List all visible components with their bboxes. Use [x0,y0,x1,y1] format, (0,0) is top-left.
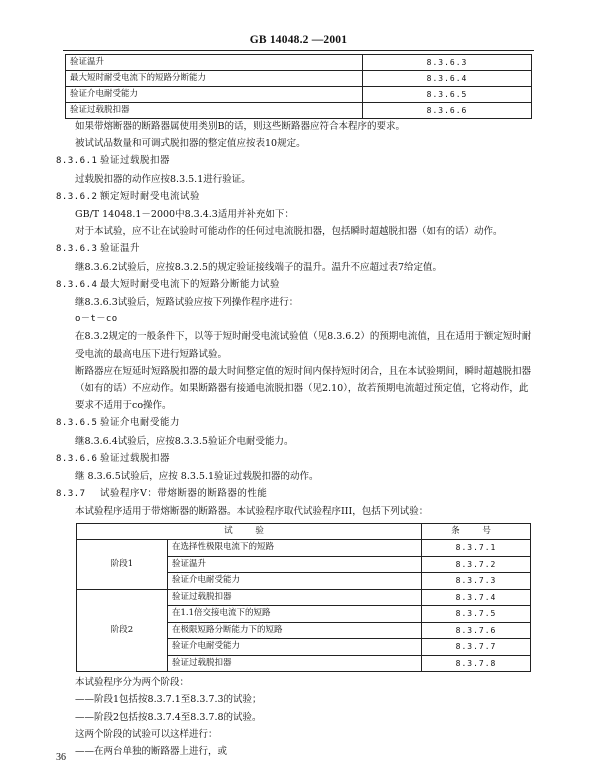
paragraph: 本试验程序适用于带熔断器的断路器。本试验程序取代试验程序III，包括下列试验： [75,506,429,518]
table-header-row [77,523,531,540]
column-header-test: 试 验 [77,523,422,540]
paragraph: 断路器应在短延时短路脱扣器的最大时间整定值的短时间内保持短时闭合，且在本试验期间，瞬时超越脱扣器（如有的话）不应动作。如果断路器有接通电流脱扣器（见2.10），故若预期电流超过预定值，它将动作，此要求不适用于co操作。 [75,365,532,412]
clause-number: 8.3.6.3 [56,244,98,255]
table-row [66,87,532,103]
table-row [77,589,531,606]
paragraph: 继8.3.6.2试验后，应按8.3.2.5的规定验证接线端子的温升。温升不应超过表7给定值。 [75,261,443,273]
clause-heading [56,240,537,258]
test-cell: 在1.1倍交接电流下的短路 [168,606,422,623]
table-row [66,71,532,87]
clause-cell: 8.3.6.3 [363,55,532,71]
document-body [56,118,537,760]
clause-title: 额定短时耐受电流试验 [100,190,201,202]
clause-cell: 8.3.6.4 [363,71,532,87]
test-cell: 验证介电耐受能力 [66,87,363,103]
test-sequence-table [76,523,531,673]
clause-cell: 8.3.7.6 [422,622,531,639]
clause-title: 验证过载脱扣器 [100,452,171,464]
table-row [66,55,532,71]
clause-heading [56,450,537,468]
test-cell: 最大短时耐受电流下的短路分断能力 [66,71,363,87]
paragraph: 本试验程序分为两个阶段： [75,677,190,689]
test-cell: 验证过载脱扣器 [168,655,422,672]
stage-2-cell: 阶段2 [77,589,168,672]
clause-cell: 8.3.7.4 [422,589,531,606]
paragraph: 在8.3.2规定的一般条件下，以等于短时耐受电流试验值（见8.3.6.2）的预期电流值，且在适用于额定短时耐受电流的最高电压下进行短路试验。 [75,331,532,360]
test-cell: 验证温升 [66,55,363,71]
clause-title: 验证过载脱扣器 [100,155,171,167]
clause-number: 8.3.6.5 [56,418,98,429]
test-cell: 验证介电耐受能力 [168,573,422,590]
paragraph: GB/T 14048.1－2000中8.3.4.3适用并补充如下： [75,209,294,221]
clause-number: 8.3.6.1 [56,156,98,167]
clause-cell: 8.3.7.3 [422,573,531,590]
test-cell: 验证过载脱扣器 [66,103,363,119]
clause-number: 8.3.6.2 [56,191,98,202]
page-header: GB 14048.2 —2001 [249,34,348,46]
column-header-clause: 条 号 [422,523,531,540]
page-number: 36 [56,752,66,763]
test-cell: 在选择性极限电流下的短路 [168,540,422,557]
clause-title: 验证温升 [100,243,141,255]
clause-cell: 8.3.7.8 [422,655,531,672]
paragraph: 继8.3.6.3试验后，短路试验应按下列操作程序进行： [75,297,299,309]
table-row [77,540,531,557]
clause-heading [56,276,537,294]
clause-number: 8.3.7 [56,489,86,500]
clause-number: 8.3.6.6 [56,453,98,464]
table-row [66,103,532,119]
clause-cell: 8.3.7.1 [422,540,531,557]
test-cell: 验证温升 [168,556,422,573]
test-cell: 验证过载脱扣器 [168,589,422,606]
clause-cell: 8.3.6.6 [363,103,532,119]
operation-sequence: o－t－co [75,314,118,325]
paragraph: 对于本试验，应不让在试验时可能动作的任何过电流脱扣器，包括瞬时超越脱扣器（如有的话）动作。 [75,226,503,238]
stage-1-cell: 阶段1 [77,540,168,590]
clause-heading [56,414,537,432]
clause-title: 试验程序V：带熔断器的断路器的性能 [100,488,268,500]
clause-title: 最大短时耐受电流下的短路分断能力试验 [100,278,281,290]
clause-heading [56,485,537,503]
clause-cell: 8.3.7.2 [422,556,531,573]
paragraph: 继8.3.6.4试验后，应按8.3.3.5验证介电耐受能力。 [75,435,294,447]
clause-cell: 8.3.7.7 [422,639,531,656]
list-item: ——在两台单独的断路器上进行，或 [75,745,228,757]
list-item: ——阶段1包括按8.3.7.1至8.3.7.3的试验； [75,694,262,706]
paragraph: 继 8.3.6.5试验后，应按 8.3.5.1验证过载脱扣器的动作。 [75,471,319,483]
clause-cell: 8.3.6.5 [363,87,532,103]
clause-title: 验证介电耐受能力 [100,417,181,429]
continued-test-table [65,54,532,119]
paragraph: 被试试品数量和可调式脱扣器的整定值应按表10规定。 [75,138,306,150]
clause-cell: 8.3.7.5 [422,606,531,623]
paragraph: 这两个阶段的试验可以这样进行： [75,728,218,740]
clause-heading [56,152,537,170]
paragraph: 如果带熔断器的断路器属使用类别B的话，则这些断路器应符合本程序的要求。 [75,121,405,132]
clause-number: 8.3.6.4 [56,279,98,290]
clause-heading [56,188,537,206]
paragraph: 过载脱扣器的动作应按8.3.5.1进行验证。 [75,173,251,185]
header-rule [63,50,534,51]
test-cell: 验证介电耐受能力 [168,639,422,656]
list-item: ——阶段2包括按8.3.7.4至8.3.7.8的试验。 [75,711,262,723]
test-cell: 在极限短路分断能力下的短路 [168,622,422,639]
